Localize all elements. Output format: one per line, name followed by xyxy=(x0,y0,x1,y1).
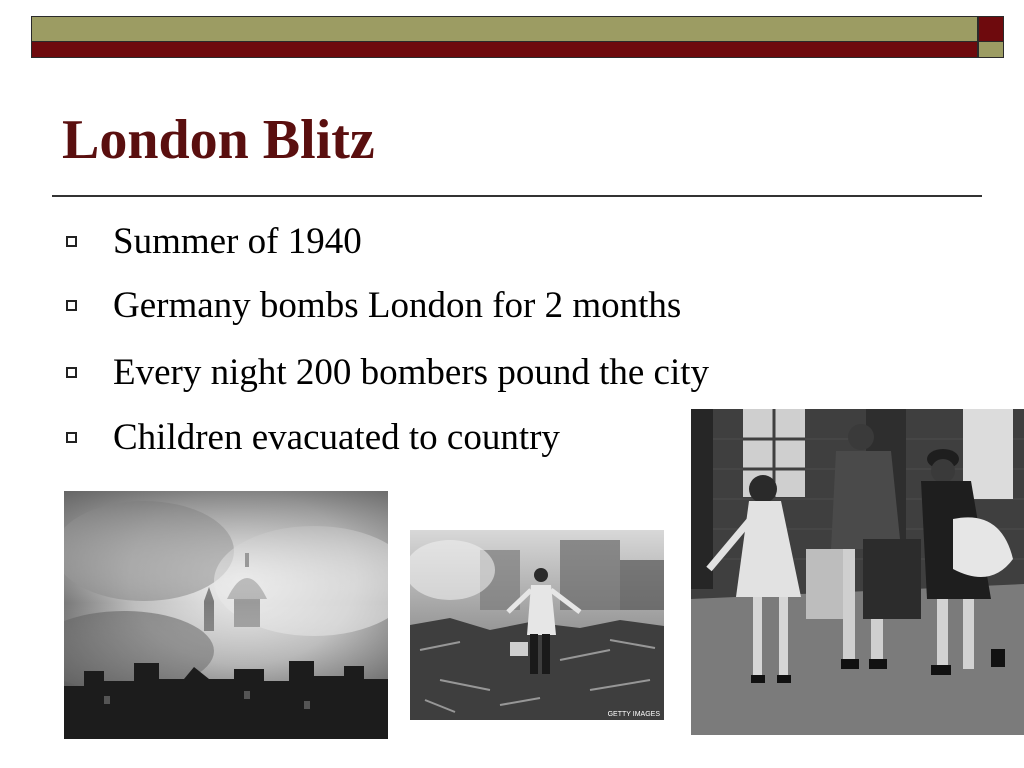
bullet-text: Every night 200 bombers pound the city xyxy=(113,351,710,393)
square-bullet-icon xyxy=(66,300,77,311)
square-bullet-icon xyxy=(66,367,77,378)
bullet-item xyxy=(66,221,362,261)
header-square-olive xyxy=(978,42,1004,58)
header-bar-red xyxy=(31,42,978,58)
getty-credit: GETTY IMAGES xyxy=(607,711,660,718)
title-divider xyxy=(52,195,982,197)
header-square-red xyxy=(978,16,1004,42)
slide-title: London Blitz xyxy=(62,109,375,171)
square-bullet-icon xyxy=(66,432,77,443)
photo-rubble xyxy=(410,530,664,720)
bullet-item xyxy=(66,417,560,457)
square-bullet-icon xyxy=(66,236,77,247)
bullet-text: Germany bombs London for 2 months xyxy=(113,284,682,326)
bullet-text: Children evacuated to country xyxy=(113,416,560,458)
bullet-text: Summer of 1940 xyxy=(113,220,362,262)
header-bar-olive xyxy=(31,16,978,42)
bullet-item xyxy=(66,285,681,325)
photo-evacuees xyxy=(691,409,1024,735)
photo-st-pauls xyxy=(64,491,388,739)
bullet-item xyxy=(66,352,709,392)
